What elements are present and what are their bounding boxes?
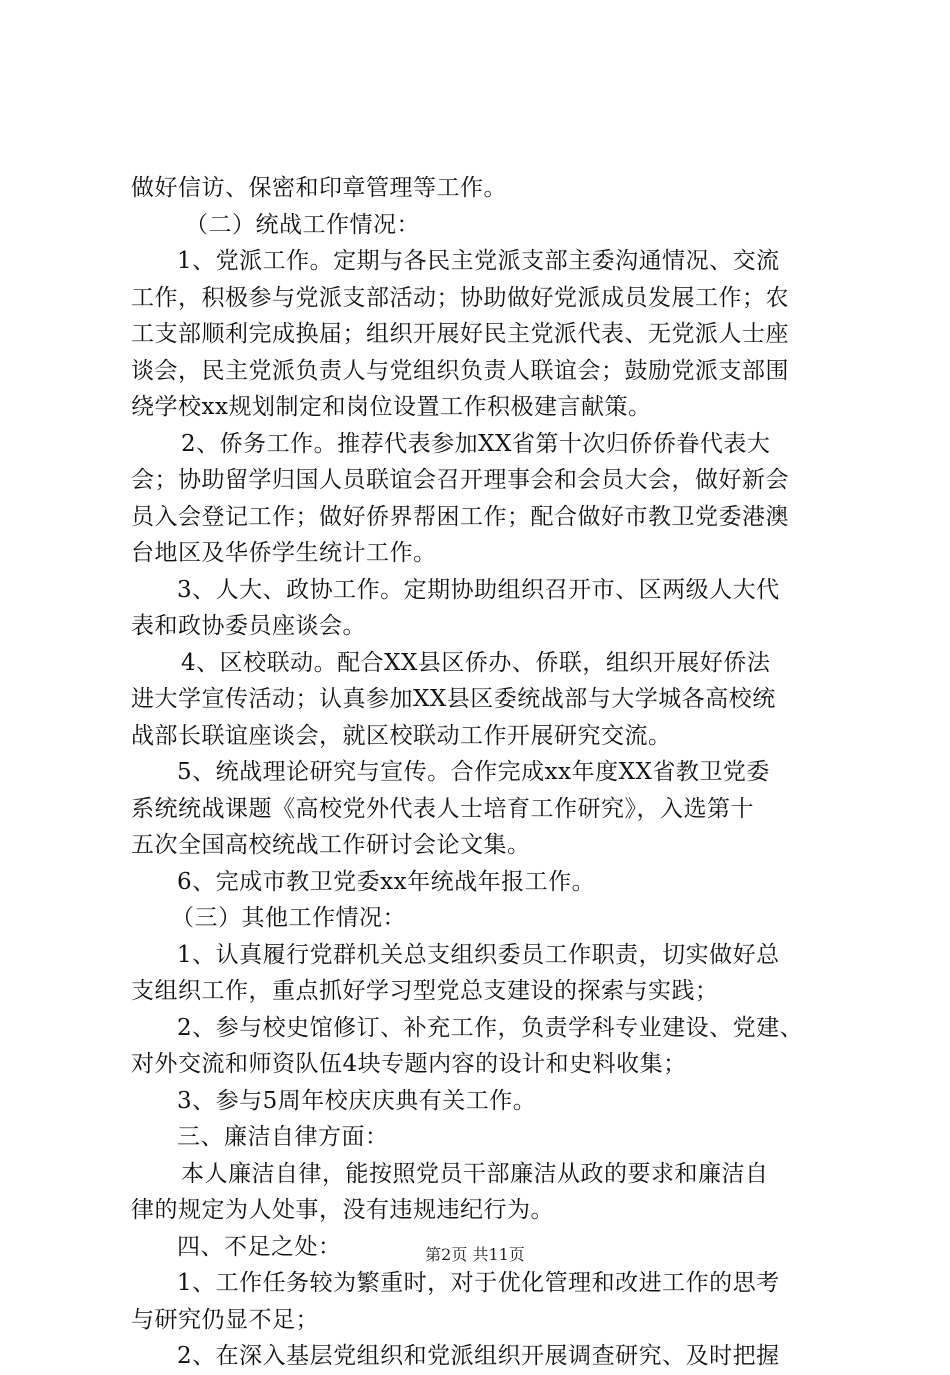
text-line: 2、参与校史馆修订、补充工作，负责学科专业建设、党建、	[177, 1014, 804, 1041]
section-heading: 四、不足之处：	[177, 1233, 342, 1260]
text-line: 1、党派工作。定期与各民主党派支部主委沟通情况、交流	[177, 248, 780, 274]
text-line: 对外交流和师资队伍4块专题内容的设计和史料收集；	[131, 1051, 687, 1077]
text-line: 谈会，民主党派负责人与党组织负责人联谊会；鼓励党派支部围	[131, 357, 789, 384]
text-line: 战部长联谊座谈会，就区校联动工作开展研究交流。	[131, 722, 672, 749]
text-line: 3、人大、政协工作。定期协助组织召开市、区两级人大代	[177, 576, 780, 603]
page-footer: 第2页 共11页	[425, 1245, 525, 1264]
text-line: 做好信访、保密和印章管理等工作。	[131, 175, 507, 201]
text-line: 1、工作任务较为繁重时，对于优化管理和改进工作的思考	[177, 1270, 780, 1296]
section-heading: 三、廉洁自律方面：	[177, 1124, 389, 1150]
text-line: 3、参与5周年校庆庆典有关工作。	[177, 1087, 537, 1114]
text-line: 工支部顺利完成换届；组织开展好民主党派代表、无党派人士座	[131, 321, 789, 347]
text-line: 6、完成市教卫党委xx年统战年报工作。	[177, 868, 596, 895]
section-heading: （二）统战工作情况：	[185, 211, 420, 238]
text-line: 工作，积极参与党派支部活动；协助做好党派成员发展工作；农	[131, 284, 789, 311]
document-body	[131, 170, 831, 1375]
section-heading: （三）其他工作情况：	[171, 905, 406, 931]
text-line: 2、侨务工作。推荐代表参加XX省第十次归侨侨眷代表大	[181, 430, 771, 457]
text-line: 台地区及华侨学生统计工作。	[131, 540, 437, 566]
text-line: 表和政协委员座谈会。	[131, 613, 366, 639]
text-line: 进大学宣传活动；认真参加XX县区委统战部与大学城各高校统	[131, 686, 776, 712]
text-line: 律的规定为人处事，没有违规违纪行为。	[131, 1197, 554, 1223]
text-line: 与研究仍显不足；	[131, 1306, 319, 1333]
text-line: 2、在深入基层党组织和党派组织开展调查研究、及时把握	[177, 1343, 780, 1369]
text-line: 本人廉洁自律，能按照党员干部廉洁从政的要求和廉洁自	[181, 1160, 769, 1187]
text-line: 五次全国高校统战工作研讨会论文集。	[131, 832, 531, 858]
text-line: 支组织工作，重点抓好学习型党总支建设的探索与实践；	[131, 978, 719, 1004]
text-line: 系统统战课题《高校党外代表人士培育工作研究》，入选第十	[131, 795, 754, 822]
text-line: 1、认真履行党群机关总支组织委员工作职责，切实做好总	[177, 941, 780, 968]
text-line: 4、区校联动。配合XX县区侨办、侨联，组织开展好侨法	[181, 649, 771, 676]
text-line: 会；协助留学归国人员联谊会召开理事会和会员大会，做好新会	[131, 467, 789, 493]
text-line: 绕学校xx规划制定和岗位设置工作积极建言献策。	[131, 394, 652, 420]
text-line: 5、统战理论研究与宣传。合作完成xx年度XX省教卫党委	[177, 759, 770, 785]
text-line: 员入会登记工作；做好侨界帮困工作；配合做好市教卫党委港澳	[131, 503, 789, 530]
